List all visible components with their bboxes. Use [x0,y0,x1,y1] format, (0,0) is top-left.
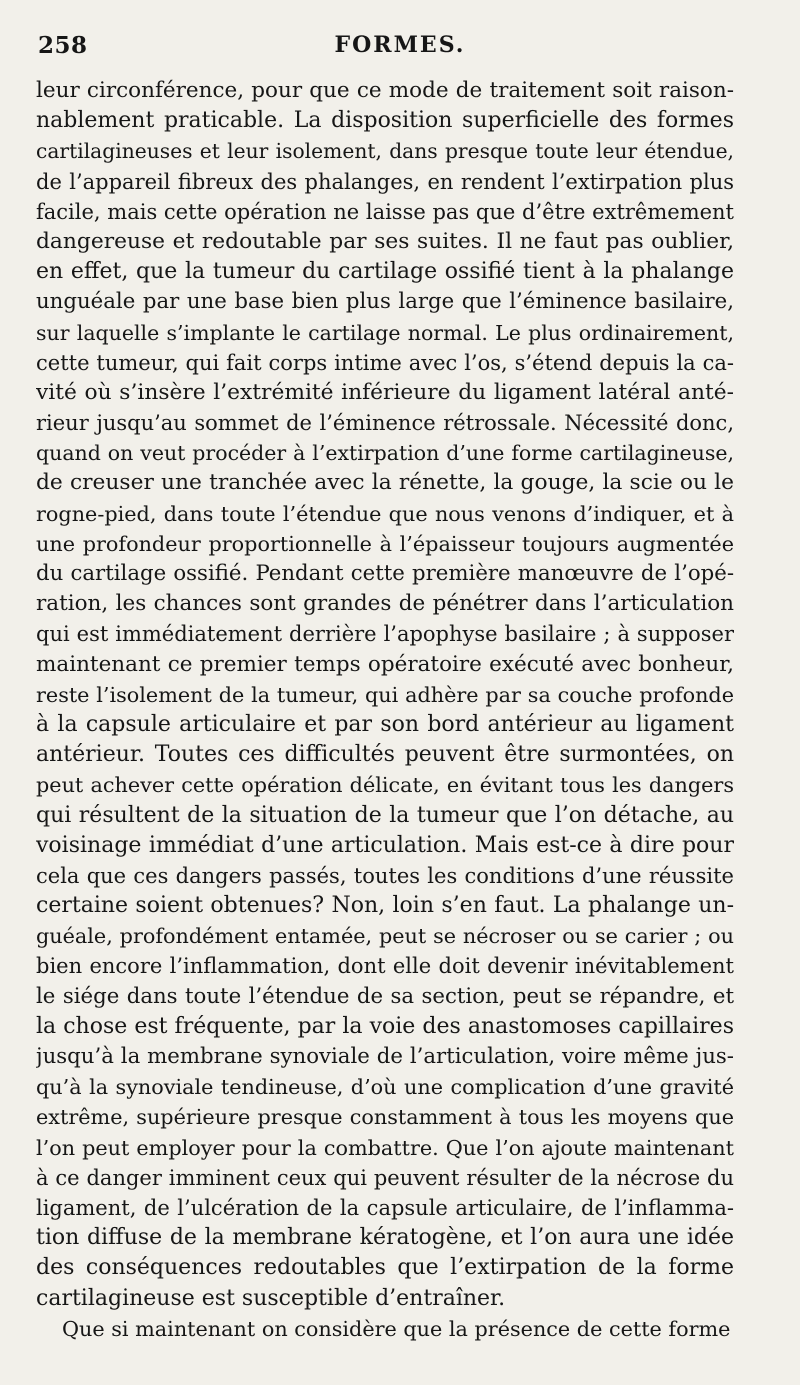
text-line: cette tumeur, qui fait corps intime avec l’os, s’étend depuis la ca- [36,350,734,375]
text-line: antérieur. Toutes ces difficultés peuvent être surmontées, on [36,742,734,768]
text-line: qui est immédiatement derrière l’apophyse basilaire ; à supposer [36,622,734,647]
page-number: 258 [38,32,88,59]
text-line: ration, les chances sont grandes de pénétrer dans l’articulation [36,591,734,617]
text-line: du cartilage ossifié. Pendant cette première manœuvre de l’opé- [36,561,734,586]
text-line: peut achever cette opération délicate, en évitant tous les dangers [36,773,734,798]
text-line: extrême, supérieure presque constamment à tous les moyens que [36,1105,734,1130]
text-line: leur circonférence, pour que ce mode de traitement soit raison- [36,78,734,103]
text-line: à la capsule articulaire et par son bord antérieur au ligament [36,711,734,737]
text-line: de l’appareil fibreux des phalanges, en rendent l’extirpation plus [36,169,734,194]
text-line: quand on veut procéder à l’extirpation d’une forme cartilagineuse, [36,441,734,466]
text-line: sur laquelle s’implante le cartilage normal. Le plus ordinairement, [36,320,734,345]
text-line: une profondeur proportionnelle à l’épaisseur toujours augmentée [36,531,734,556]
text-line: cartilagineuses et leur isolement, dans presque toute leur étendue, [36,139,734,164]
text-line: voisinage immédiat d’une articulation. Mais est-ce à dire pour [36,832,734,858]
text-line: la chose est fréquente, par la voie des anastomoses capillaires [36,1013,734,1039]
text-line: certaine soient obtenues? Non, loin s’en faut. La phalange un- [36,893,734,919]
text-line: qui résultent de la situation de la tumeur que l’on détache, au [36,802,734,828]
text-line: cartilagineuse est susceptible d’entraîner. [36,1285,506,1311]
text-line: qu’à la synoviale tendineuse, d’où une complication d’une gravité [36,1075,734,1100]
text-line: bien encore l’inflammation, dont elle doit devenir inévitablement [36,954,734,979]
text-line: de creuser une tranchée avec la rénette, la gouge, la scie ou le [36,470,734,496]
text-line: l’on peut employer pour la combattre. Que l’on ajoute maintenant [36,1135,734,1160]
text-line: dangereuse et redoutable par ses suites. Il ne faut pas oublier, [36,228,734,254]
text-line: Que si maintenant on considère que la présence de cette forme [62,1316,731,1341]
text-line: reste l’isolement de la tumeur, qui adhère par sa couche profonde [36,682,734,707]
text-line: vité où s’insère l’extrémité inférieure du ligament latéral anté- [36,379,734,405]
text-line: tion diffuse de la membrane kératogène, et l’on aura une idée [36,1225,734,1251]
text-line: maintenant ce premier temps opératoire exécuté avec bonheur, [36,651,734,677]
text-line: rogne-pied, dans toute l’étendue que nous venons d’indiquer, et à [36,501,734,526]
text-line: rieur jusqu’au sommet de l’éminence rétrossale. Nécessité donc, [36,411,734,436]
page-header [38,28,732,64]
text-line: nablement praticable. La disposition superficielle des formes [36,108,734,134]
text-line: à ce danger imminent ceux qui peuvent résulter de la nécrose du [36,1165,734,1190]
text-line: jusqu’à la membrane synoviale de l’articulation, voire même jus- [36,1044,734,1069]
text-line: ligament, de l’ulcération de la capsule articulaire, de l’inflamma- [36,1195,734,1220]
text-line: unguéale par une base bien plus large que l’éminence basilaire, [36,289,734,315]
text-line: le siége dans toute l’étendue de sa section, peut se répandre, et [36,983,734,1009]
text-line: en effet, que la tumeur du cartilage ossifié tient à la phalange [36,259,734,285]
text-line: guéale, profondément entamée, peut se nécroser ou se carier ; ou [36,924,734,949]
text-line: facile, mais cette opération ne laisse pas que d’être extrêmement [36,199,734,224]
running-head: FORMES. [334,32,466,58]
body-text [36,76,734,1344]
text-line: cela que ces dangers passés, toutes les conditions d’une réussite [36,863,734,888]
text-line: des conséquences redoutables que l’extirpation de la forme [36,1255,734,1281]
